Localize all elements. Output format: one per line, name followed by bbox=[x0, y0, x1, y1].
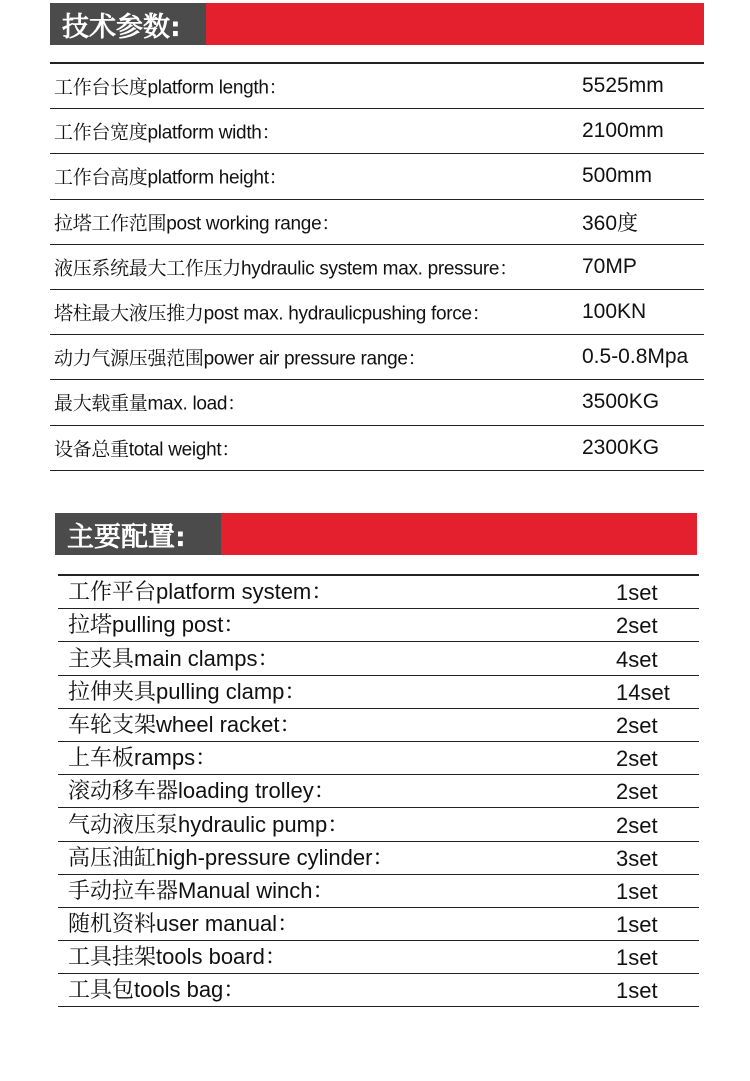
spec-value: 5525mm bbox=[582, 74, 664, 98]
spec-value: 2100mm bbox=[582, 119, 664, 143]
config-row bbox=[58, 609, 699, 642]
spec-row bbox=[50, 154, 704, 199]
spec-value: 100KN bbox=[582, 300, 647, 324]
spec-label: 动力气源压强范围power air pressure range： bbox=[54, 348, 427, 370]
config-value: 3set bbox=[616, 845, 658, 871]
config-row bbox=[58, 941, 699, 974]
config-row bbox=[58, 576, 699, 609]
config-label: 工具包tools bag： bbox=[68, 977, 246, 1003]
config-label: 气动液压泵hydraulic pump： bbox=[68, 811, 350, 837]
specs-table bbox=[50, 62, 704, 471]
config-value: 2set bbox=[616, 746, 658, 772]
config-label: 拉伸夹具pulling clamp： bbox=[68, 678, 307, 704]
config-row bbox=[58, 742, 699, 775]
spec-row bbox=[50, 200, 704, 245]
config-value: 2set bbox=[616, 779, 658, 805]
spec-label: 液压系统最大工作压力hydraulic system max. pressure： bbox=[54, 258, 518, 280]
config-value: 1set bbox=[616, 580, 658, 606]
spec-label: 塔柱最大液压推力post max. hydraulicpushing force： bbox=[54, 303, 491, 325]
spec-value: 500mm bbox=[582, 164, 653, 188]
config-label: 主夹具main clamps： bbox=[68, 645, 280, 671]
spec-value: 0.5-0.8Mpa bbox=[582, 345, 689, 369]
config-label: 随机资料user manual： bbox=[68, 911, 300, 937]
config-value: 2set bbox=[616, 812, 658, 838]
config-label: 车轮支架wheel racket： bbox=[68, 711, 302, 737]
spec-row bbox=[50, 245, 704, 290]
config-value: 1set bbox=[616, 945, 658, 971]
config-title: 主要配置: bbox=[55, 513, 221, 555]
config-header-bar bbox=[221, 513, 697, 555]
spec-value: 2300KG bbox=[582, 435, 660, 459]
config-label: 工具挂架tools board： bbox=[68, 944, 287, 970]
config-row bbox=[58, 908, 699, 941]
config-label: 滚动移车器loading trolley： bbox=[68, 778, 336, 804]
spec-label: 最大载重量max. load： bbox=[54, 393, 246, 415]
spec-label: 工作台高度platform height： bbox=[54, 167, 288, 189]
specs-title: 技术参数: bbox=[50, 3, 206, 45]
config-row bbox=[58, 875, 699, 908]
spec-value: 360度 bbox=[582, 211, 639, 235]
config-row bbox=[58, 842, 699, 875]
config-row bbox=[58, 709, 699, 742]
spec-row bbox=[50, 290, 704, 335]
config-header bbox=[55, 513, 697, 555]
spec-label: 设备总重total weight： bbox=[54, 439, 241, 461]
config-row bbox=[58, 676, 699, 709]
spec-value: 3500KG bbox=[582, 390, 660, 414]
config-value: 2set bbox=[616, 613, 658, 639]
spec-label: 工作台宽度platform width： bbox=[54, 122, 281, 144]
spec-row bbox=[50, 380, 704, 425]
config-value: 1set bbox=[616, 912, 658, 938]
config-value: 2set bbox=[616, 712, 658, 738]
config-row bbox=[58, 974, 699, 1007]
specs-header bbox=[50, 3, 704, 45]
spec-row bbox=[50, 64, 704, 109]
config-row bbox=[58, 642, 699, 675]
config-value: 1set bbox=[616, 978, 658, 1004]
config-value: 4set bbox=[616, 646, 658, 672]
config-row bbox=[58, 808, 699, 841]
config-table bbox=[58, 574, 699, 1007]
config-label: 工作平台platform system： bbox=[68, 579, 334, 605]
spec-row bbox=[50, 426, 704, 471]
config-label: 上车板ramps： bbox=[68, 745, 218, 771]
config-row bbox=[58, 775, 699, 808]
spec-row bbox=[50, 109, 704, 154]
spec-label: 拉塔工作范围post working range： bbox=[54, 213, 341, 235]
specs-header-bar bbox=[206, 3, 704, 45]
config-label: 高压油缸high-pressure cylinder： bbox=[68, 844, 395, 870]
spec-row bbox=[50, 335, 704, 380]
config-label: 拉塔pulling post： bbox=[68, 612, 246, 638]
config-label: 手动拉车器Manual winch： bbox=[68, 877, 335, 903]
config-value: 14set bbox=[616, 679, 670, 705]
config-value: 1set bbox=[616, 878, 658, 904]
spec-value: 70MP bbox=[582, 254, 637, 278]
spec-label: 工作台长度platform length： bbox=[54, 77, 288, 99]
